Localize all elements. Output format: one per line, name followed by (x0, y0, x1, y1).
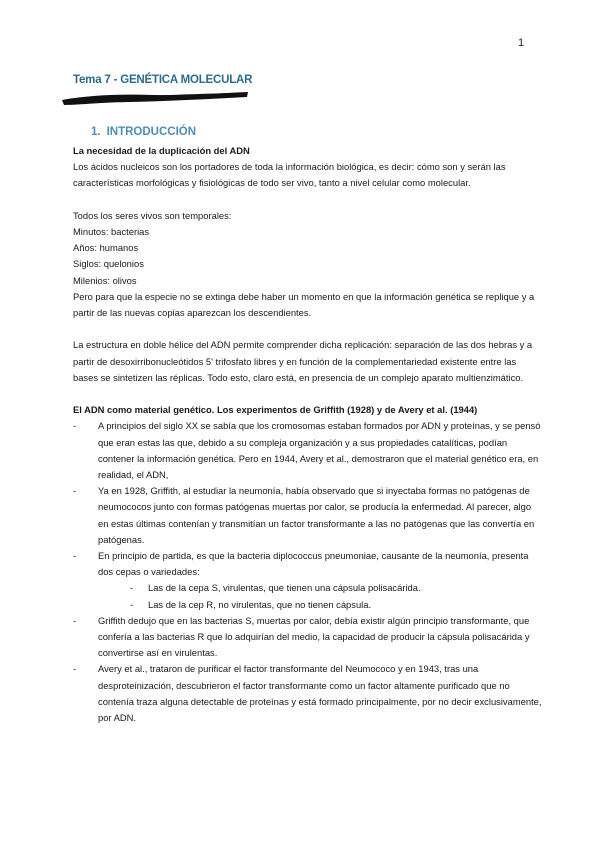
list-item (73, 548, 543, 613)
list-item: - Griffith dedujo que en las bacterias S, muertas por calor, debía existir algún principio transformante, que confería a las bacterias R que lo adquirían del medio, la capacidad de producir la cápsula polisacárida y convertirse así en virulentas. (73, 613, 543, 662)
document-title: Tema 7 - GENÉTICA MOLECULAR (73, 74, 253, 86)
paragraph: Pero para que la especie no se extinga debe haber un momento en que la información genética se replique y a partir de las nuevas copias aparezcan los descendientes. (73, 290, 535, 319)
subheading-griffith-avery: El ADN como material genético. Los experimentos de Griffith (1928) y de Avery et al. (1944) (73, 404, 478, 416)
paragraph: Todos los seres vivos son temporales: (73, 209, 232, 221)
subheading-duplicacion: La necesidad de la duplicación del ADN (73, 145, 250, 156)
paragraph: Los ácidos nucleicos son los portadores de toda la información biológica, es decir: cómo son y serán las características morfológicas y fisiológicas de todo ser vivo, tanto a nivel celular como molecular. (73, 161, 506, 189)
sub-list-item: - Las de la cep R, no virulentas, que no tienen cápsula. (130, 597, 543, 613)
redaction-scribble (60, 89, 250, 107)
section-title: INTRODUCCIÓN (106, 126, 197, 138)
sub-list (98, 580, 543, 612)
list-item: - Avery et al., trataron de purificar el factor transformante del Neumococo y en 1943, tras una desproteinización, descubrieron el factor transformante como un factor altamente purificado que no contenía traza alguna detectable de proteínas y está formado principalmente, por no decir exclusivamente, por ADN. (73, 661, 543, 726)
page-number: 1 (518, 37, 525, 49)
list-item-text: En principio de partida, es que la bacteria diplococcus pneumoniae, causante de la neumonía, presenta dos cepas o variedades: (98, 550, 529, 578)
paragraph: La estructura en doble hélice del ADN permite comprender dicha replicación: separación de las dos hebras y a partir de desoxirribonucleótidos 5' trifosfato libres y en función de la complementariedad existente entre las bases se sintetizen las réplicas. Todo esto, claro está, en presencia de un complejo aparato multienzimático. (73, 339, 533, 383)
list-line: Minutos: bacterias (73, 226, 150, 237)
bullet-list (73, 418, 543, 726)
document-body (73, 143, 543, 726)
list-item: - A principios del siglo XX se sabía que los cromosomas estaban formados por ADN y proteínas, y se pensó que eran estas las que, debido a su compleja organización y a sus propiedades catalíticas, podían contener la información genética. Pero en 1944, Avery et al., demostraron que el material genético era, en realidad, el ADN, (73, 418, 543, 483)
list-line: Años: humanos (73, 242, 139, 254)
section-heading (91, 126, 196, 138)
section-number: 1. (91, 126, 101, 138)
sub-list-item: - Las de la cepa S, virulentas, que tienen una cápsula polisacárida. (130, 580, 543, 596)
list-line: Milenios: olivos (73, 274, 137, 286)
list-item: - Ya en 1928, Griffith, al estudiar la neumonía, había observado que si inyectaba formas no patógenas de neumococos junto con formas patógenas muertas por calor, se producía la enfermedad. Al parecer, algo en estas últimas contenían y transmitían un factor transformante a las no patógenas que las convertía en patógenas. (73, 483, 543, 548)
list-line: Siglos: quelonios (73, 258, 144, 270)
